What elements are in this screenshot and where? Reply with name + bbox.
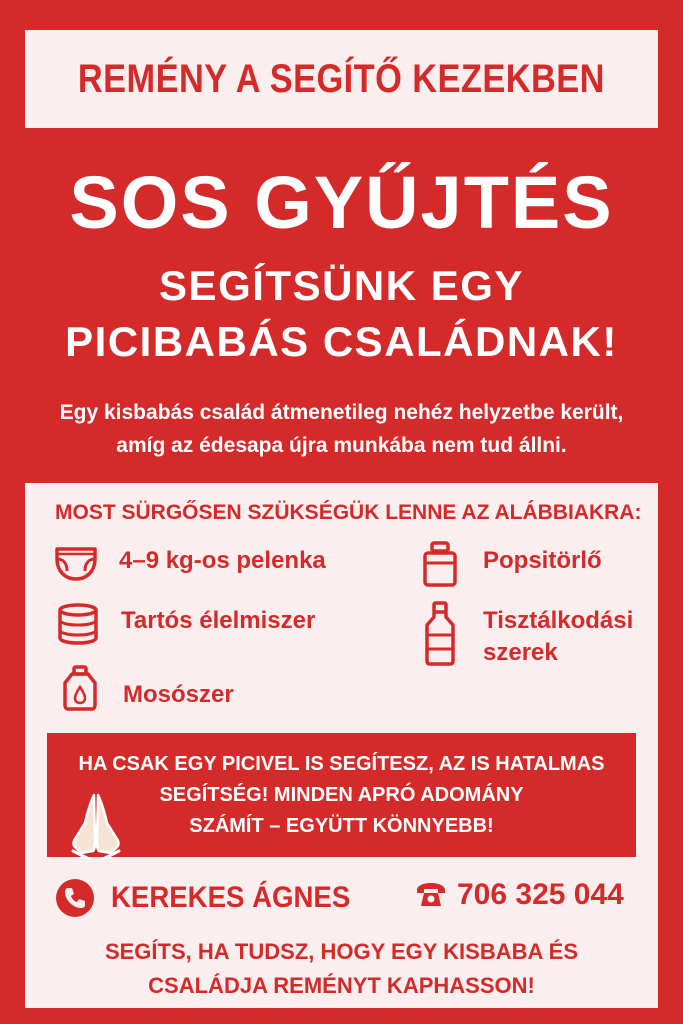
need-item-hygiene (417, 601, 633, 669)
wipes-icon (417, 541, 463, 587)
need-label: 4–9 kg-os pelenka (119, 547, 326, 574)
header-box (25, 30, 658, 128)
subheadline (0, 258, 683, 370)
support-banner (47, 733, 636, 857)
banner-line1: HA CSAK EGY PICIVEL IS SEGÍTESZ, AZ IS HATALMAS (78, 753, 605, 775)
detergent-bottle-icon (57, 665, 103, 711)
need-item-diaper (53, 541, 326, 587)
canned-food-icon (55, 601, 101, 647)
telephone-icon (415, 880, 447, 910)
description-line2: amíg az édesapa újra munkába nem tud állni. (116, 434, 567, 457)
subheadline-line1: SEGÍTSÜNK EGY (159, 262, 524, 309)
needs-panel (25, 483, 658, 1008)
need-label: Popsitörlő (483, 547, 602, 574)
needs-title: MOST SÜRGŐSEN SZÜKSÉGÜK LENNE AZ ALÁBBIAKRA: (55, 501, 642, 524)
banner-line3: SZÁMÍT – EGYÜTT KÖNNYEBB! (189, 815, 494, 837)
need-label: Mosószer (123, 681, 234, 708)
hygiene-bottle-icon (417, 601, 463, 667)
contact-name: KEREKES ÁGNES (111, 881, 351, 914)
need-label-line1: Tisztálkodási (483, 607, 634, 634)
closing-line2: CSALÁDJA REMÉNYT KAPHASSON! (148, 973, 535, 998)
need-label-line2: szerek (483, 639, 558, 666)
banner-text (47, 749, 636, 842)
description-line1: Egy kisbabás család átmenetileg nehéz helyzetbe került, (59, 401, 624, 424)
diaper-icon (53, 541, 99, 587)
subheadline-line2: PICIBABÁS CSALÁDNAK! (65, 318, 618, 365)
closing-line1: SEGÍTS, HA TUDSZ, HOGY EGY KISBABA ÉS (104, 939, 579, 964)
need-item-canned-food (55, 601, 315, 647)
need-item-wipes (417, 541, 602, 587)
praying-hands-icon (67, 791, 125, 861)
description (20, 396, 663, 462)
contact-phone-row (415, 878, 624, 912)
need-label: Tartós élelmiszer (121, 607, 316, 634)
closing-text (25, 935, 658, 1003)
contact-name-row (55, 878, 371, 918)
contact-phone: 706 325 044 (457, 878, 624, 911)
phone-icon (55, 878, 95, 918)
header-title: REMÉNY A SEGÍTŐ KEZEKBEN (77, 56, 606, 101)
need-label (483, 605, 633, 669)
banner-line2: SEGÍTSÉG! MINDEN APRÓ ADOMÁNY (159, 784, 524, 806)
headline: SOS GYŰJTÉS (69, 161, 614, 244)
need-item-detergent (57, 665, 234, 711)
